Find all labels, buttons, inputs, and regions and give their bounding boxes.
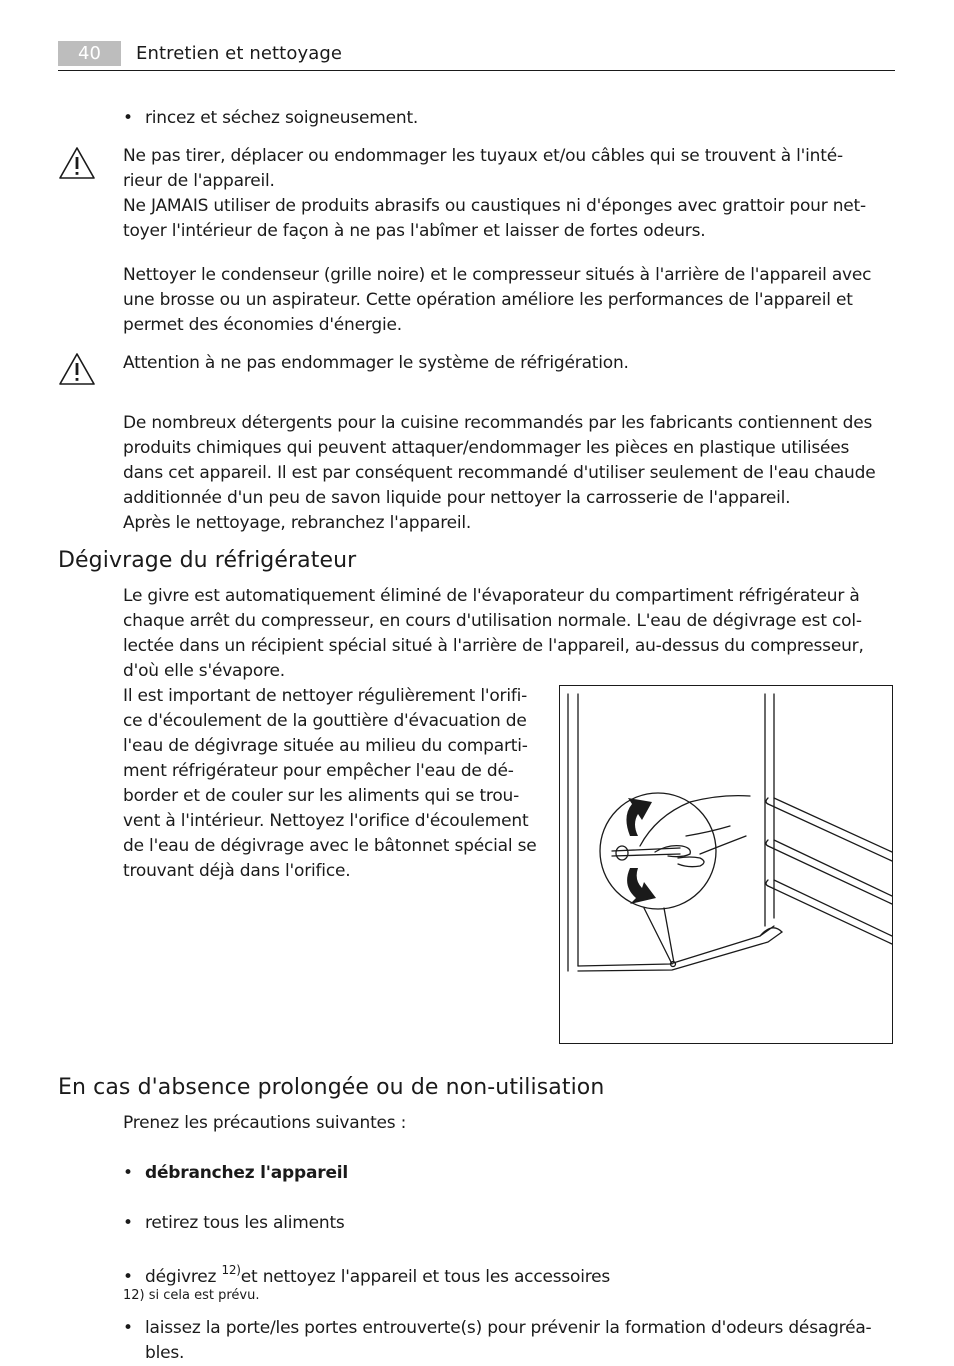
paragraph-line: lectée dans un récipient spécial situé à l'arrière de l'appareil, au-dessus du compresseur,	[123, 636, 864, 656]
bullet-unplug	[123, 1161, 920, 1186]
paragraph-line: ment réfrigérateur pour empêcher l'eau de dé-	[123, 761, 514, 781]
warning-refrigeration-text: Attention à ne pas endommager le système de réfrigération.	[123, 353, 629, 373]
footnote-reference: 12)	[221, 1263, 241, 1277]
header-divider	[58, 70, 895, 71]
defrost-paragraph	[123, 584, 898, 684]
header-section-title: Entretien et nettoyage	[136, 43, 343, 64]
bullet-remove-food: • retirez tous les aliments	[123, 1211, 920, 1236]
detergent-paragraph	[123, 411, 898, 536]
section-heading-defrost: Dégivrage du réfrigérateur	[58, 548, 357, 573]
paragraph-line: Il est important de nettoyer régulièrement l'orifi-	[123, 686, 528, 706]
bullet-defrost-clean	[123, 1265, 920, 1290]
drain-cleaning-paragraph	[123, 684, 553, 884]
section-heading-absence: En cas d'absence prolongée ou de non-utilisation	[58, 1075, 605, 1100]
drain-hole-illustration	[559, 685, 893, 1044]
rinse-bullet: • rincez et séchez soigneusement.	[123, 106, 920, 131]
paragraph-line: vent à l'intérieur. Nettoyez l'orifice d'écoulement	[123, 811, 529, 831]
warning-line: Ne JAMAIS utiliser de produits abrasifs ou caustiques ni d'éponges avec grattoir pour net-	[123, 196, 866, 216]
paragraph-line: border et de couler sur les aliments qui se trou-	[123, 786, 520, 806]
page-number: 40	[58, 41, 121, 66]
warning-line: toyer l'intérieur de façon à ne pas l'abîmer et laisser de fortes odeurs.	[123, 221, 706, 241]
paragraph-line: permet des économies d'énergie.	[123, 315, 402, 335]
paragraph-line: Après le nettoyage, rebranchez l'appareil.	[123, 513, 472, 533]
bullet-unplug-text: débranchez l'appareil	[145, 1163, 349, 1183]
bullet-defrost-post: et nettoyez l'appareil et tous les accessoires	[240, 1267, 611, 1287]
precautions-intro: Prenez les précautions suivantes :	[123, 1113, 407, 1133]
warning-cables-text	[123, 144, 898, 244]
paragraph-line: une brosse ou un aspirateur. Cette opération améliore les performances de l'appareil et	[123, 290, 853, 310]
drain-hole-drawing	[560, 686, 892, 1043]
paragraph-line: chaque arrêt du compresseur, en cours d'utilisation normale. L'eau de dégivrage est col-	[123, 611, 862, 631]
bullet-line: • laissez la porte/les portes entrouverte(s) pour prévenir la formation d'odeurs désagréa-	[145, 1318, 872, 1338]
paragraph-line: ce d'écoulement de la gouttière d'évacuation de	[123, 711, 527, 731]
paragraph-line: dans cet appareil. Il est par conséquent recommandé d'utiliser seulement de l'eau chaude	[123, 463, 876, 483]
condenser-paragraph	[123, 263, 898, 338]
paragraph-line: additionnée d'un peu de savon liquide pour nettoyer la carrosserie de l'appareil.	[123, 488, 791, 508]
paragraph-line: Le givre est automatiquement éliminé de l'évaporateur du compartiment réfrigérateur à	[123, 586, 860, 606]
bullet-leave-door-open	[123, 1316, 920, 1366]
bullet-defrost-pre: dégivrez	[145, 1267, 222, 1287]
paragraph-line: de l'eau de dégivrage avec le bâtonnet spécial se	[123, 836, 537, 856]
footnote: 12) si cela est prévu.	[123, 1288, 260, 1303]
bullet-line: bles.	[145, 1343, 185, 1363]
paragraph-line: Nettoyer le condenseur (grille noire) et le compresseur situés à l'arrière de l'appareil avec	[123, 265, 872, 285]
paragraph-line: De nombreux détergents pour la cuisine recommandés par les fabricants contiennent des	[123, 413, 873, 433]
warning-line: Ne pas tirer, déplacer ou endommager les tuyaux et/ou câbles qui se trouvent à l'inté-	[123, 146, 843, 166]
paragraph-line: trouvant déjà dans l'orifice.	[123, 861, 351, 881]
paragraph-line: l'eau de dégivrage située au milieu du comparti-	[123, 736, 528, 756]
warning-line: rieur de l'appareil.	[123, 171, 275, 191]
paragraph-line: produits chimiques qui peuvent attaquer/endommager les pièces en plastique utilisées	[123, 438, 850, 458]
warning-triangle-icon	[58, 352, 96, 386]
paragraph-line: d'où elle s'évapore.	[123, 661, 285, 681]
warning-triangle-icon	[58, 146, 96, 180]
